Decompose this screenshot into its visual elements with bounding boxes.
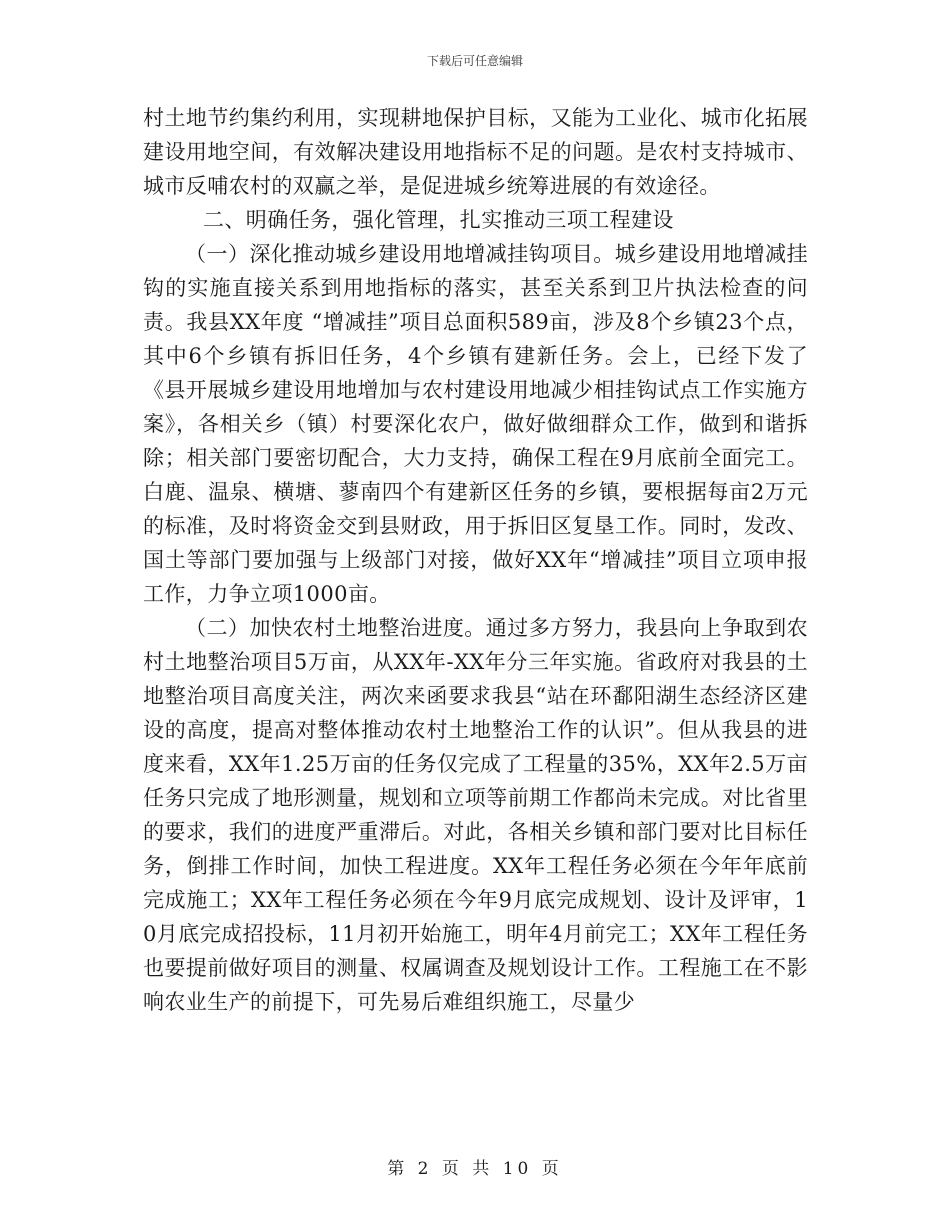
section-heading: 二、明确任务，强化管理，扎实推动三项工程建设 — [203, 208, 674, 232]
page-header-note: 下载后可任意编辑 — [426, 54, 523, 68]
page-number: 第 2 页 共 10 页 — [387, 1159, 563, 1179]
document-body — [143, 101, 808, 1019]
paragraph-item-1: （一）深化推动城乡建设用地增减挂钩项目。城乡建设用地增减挂钩的实施直接关系到用地指标的落实，甚至关系到卫片执法检查的问责。我县XX年度 “增减挂”项目总面积589亩，涉及8个乡镇23个点，其中6个乡镇有拆旧任务，4个乡镇有建新任务。会上，已经下发了《县开展城乡建设用地增加与农村建设用地减少相挂钩试点工作实施方案》，各相关乡（镇）村要深化农户，做好做细群众工作，做到和谐拆除；相关部门要密切配合，大力支持，确保工程在9月底前全面完工。白鹿、温泉、横塘、蓼南四个有建新区任务的乡镇，要根据每亩2万元的标准，及时将资金交到县财政，用于拆旧区复垦工作。同时，发改、国土等部门要加强与上级部门对接，做好XX年“增减挂”项目立项申报工作，力争立项1000亩。 — [143, 242, 808, 606]
paragraph-continuation: 村土地节约集约利用，实现耕地保护目标，又能为工业化、城市化拓展建设用地空间，有效解决建设用地指标不足的问题。是农村支持城市、城市反哺农村的双赢之举，是促进城乡统筹进展的有效途径。 — [143, 106, 808, 198]
paragraph-item-2: （二）加快农村土地整治进度。通过多方努力，我县向上争取到农村土地整治项目5万亩，从XX年-XX年分三年实施。省政府对我县的土地整治项目高度关注，两次来函要求我县“站在环鄱阳湖生态经济区建设的高度，提高对整体推动农村土地整治工作的认识”。但从我县的进度来看，XX年1.25万亩的任务仅完成了工程量的35%，XX年2.5万亩任务只完成了地形测量，规划和立项等前期工作都尚未完成。对比省里的要求，我们的进度严重滞后。对此，各相关乡镇和部门要对比目标任务，倒排工作时间，加快工程进度。XX年工程任务必须在今年年底前完成施工；XX年工程任务必须在今年9月底完成规划、设计及评审，10月底完成招投标，11月初开始施工，明年4月前完工；XX年工程任务也要提前做好项目的测量、权属调查及规划设计工作。工程施工在不影响农业生产的前提下，可先易后难组织施工，尽量少 — [143, 616, 808, 1014]
